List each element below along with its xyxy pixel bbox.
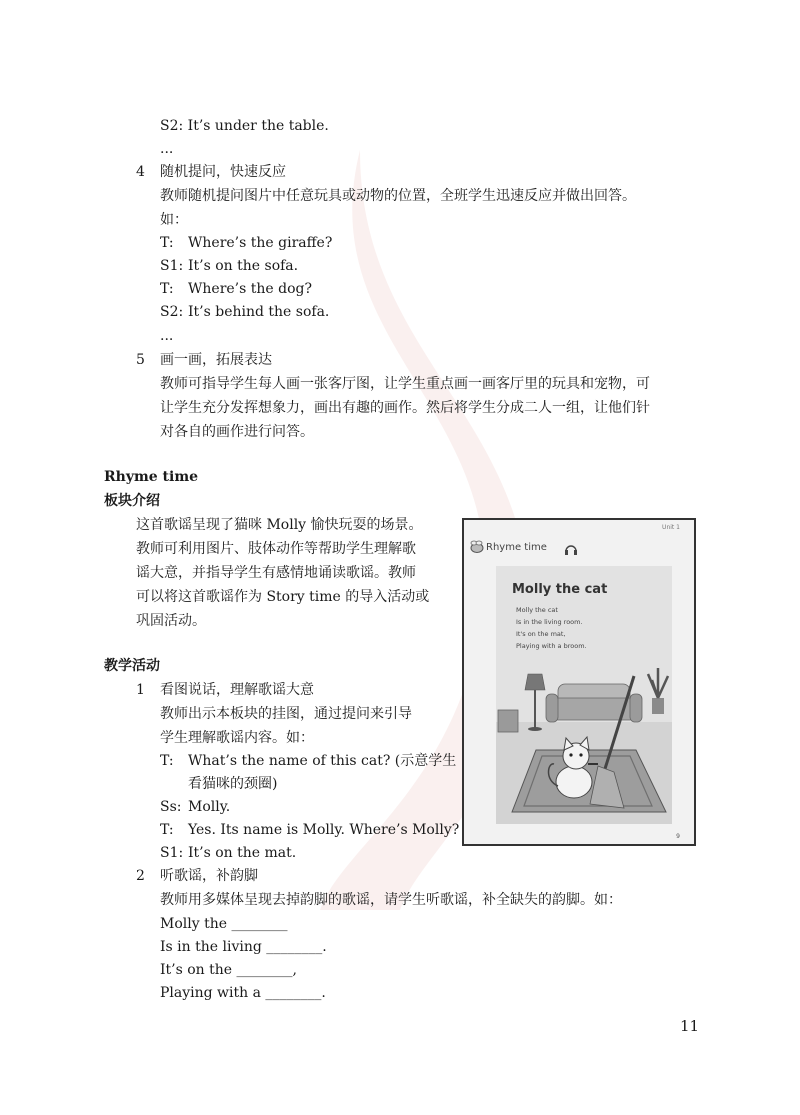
dialogue-line: Molly. [188,799,231,815]
item-number: 2 [136,868,145,884]
item-number: 4 [136,164,145,180]
item-title: 听歌谣，补韵脚 [160,868,258,884]
rhyme-verse: Molly the cat [516,606,558,614]
paragraph-line: 让学生充分发挥想象力，画出有趣的画作。然后将学生分成二人一组，让他们针 [160,400,650,416]
dialogue-line: Where’s the giraffe? [188,235,333,251]
dialogue-line: S2: It’s under the table. [160,118,329,134]
intro-line: 这首歌谣呈现了猫咪 Molly 愉快玩耍的场景。 [136,517,423,533]
item-title: 画一画，拓展表达 [160,352,272,368]
ellipsis: ... [160,328,174,344]
intro-line: 教师可利用图片、肢体动作等帮助学生理解歌 [136,541,416,557]
subsection-heading: 板块介绍 [104,493,160,509]
speaker: S1: [160,258,184,274]
item-title: 看图说话，理解歌谣大意 [160,682,314,698]
speaker: T: [160,235,174,251]
paragraph-line: 对各自的画作进行问答。 [160,424,314,440]
page-number: 11 [680,1017,700,1035]
intro-line: 巩固活动。 [136,613,206,629]
item-title: 随机提问，快速反应 [160,164,286,180]
unit-tag: Unit 1 [662,524,680,531]
dialogue-line: It’s behind the sofa. [188,304,330,320]
textbook-figure [462,518,696,846]
intro-line: 谣大意，并指导学生有感情地诵读歌谣。教师 [136,565,416,581]
paragraph-line: 教师可指导学生每人画一张客厅图，让学生重点画一画客厅里的玩具和宠物，可 [160,376,650,392]
blank-line: It’s on the ________, [160,962,297,978]
blank-line: Playing with a ________. [160,985,326,1001]
speaker: S2: [160,304,184,320]
paragraph-line: 如： [160,212,188,228]
rhyme-verse: Is in the living room. [516,618,583,626]
bee-icon [468,538,486,556]
dialogue-line: It’s on the mat. [188,845,297,861]
blank-line: Is in the living ________. [160,939,327,955]
item-number: 5 [136,352,145,368]
speaker: Ss: [160,799,182,815]
blank-line: Molly the ________ [160,916,288,932]
speaker: S1: [160,845,184,861]
paragraph-line: 教师随机提问图片中任意玩具或动物的位置，全班学生迅速反应并做出回答。 [160,188,636,204]
intro-line: 可以将这首歌谣作为 Story time 的导入活动或 [136,589,430,605]
dialogue-line: Yes. Its name is Molly. Where’s Molly? [188,822,460,838]
paragraph-line: 教师用多媒体呈现去掉韵脚的歌谣，请学生听歌谣，补全缺失的韵脚。如： [160,892,622,908]
paragraph-line: 教师出示本板块的挂图，通过提问来引导 [160,706,412,722]
rhyme-title: Molly the cat [512,582,608,597]
dialogue-line: It’s on the sofa. [188,258,299,274]
figure-page-number: 9 [676,833,680,840]
section-heading: Rhyme time [104,469,199,485]
dialogue-line: 看猫咪的颈圈) [188,776,278,792]
dialogue-line: What’s the name of this cat? (示意学生 [188,753,457,769]
living-room-illustration [496,660,672,824]
subsection-heading: 教学活动 [104,658,160,674]
rhyme-verse: Playing with a broom. [516,642,587,650]
headphones-icon [564,542,578,556]
ellipsis: ... [160,141,174,157]
item-number: 1 [136,682,145,698]
figure-header: Rhyme time [486,542,547,553]
speaker: T: [160,753,174,769]
dialogue-line: Where’s the dog? [188,281,312,297]
speaker: T: [160,281,174,297]
rhyme-verse: It's on the mat, [516,630,566,638]
speaker: T: [160,822,174,838]
paragraph-line: 学生理解歌谣内容。如： [160,730,314,746]
